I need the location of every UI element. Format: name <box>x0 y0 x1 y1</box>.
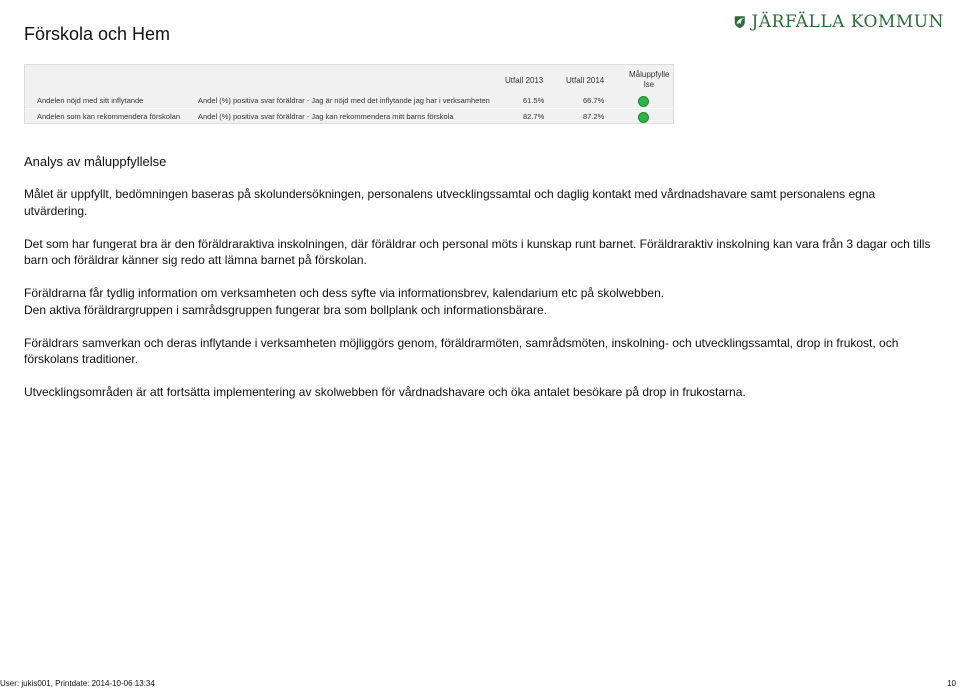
logo-text: JÄRFÄLLA KOMMUN <box>751 12 944 32</box>
kpi-name: Andelen som kan rekommendera förskolan <box>37 112 180 121</box>
analysis-paragraph: Föräldrars samverkan och deras inflytande i verksamheten möjliggörs genom, föräldrarmöten, samrådsmöten, inskolning- och utvecklingssamtal, drop in frukost, och förskolans traditioner. <box>24 335 899 366</box>
column-header-utfall-2013: Utfall 2013 <box>505 76 544 85</box>
kpi-value-2014: 87.2% <box>583 112 605 121</box>
kpi-value-2013: 82.7% <box>523 112 545 121</box>
kpi-table-header <box>25 65 673 93</box>
table-row <box>25 108 673 124</box>
kpi-value-2013: 61.5% <box>523 96 545 105</box>
page-number: 10 <box>947 679 956 688</box>
coat-of-arms-icon <box>734 5 746 39</box>
column-header-utfall-2014: Utfall 2014 <box>566 76 605 85</box>
status-indicator-icon <box>638 112 649 123</box>
kpi-description: Andel (%) positiva svar föräldrar - Jag är nöjd med det inflytande jag har i verksamheten <box>198 96 490 105</box>
analysis-paragraph: Utvecklingsområden är att fortsätta implementering av skolwebben för vårdnadshavare och öka antalet besökare på drop in frukostarna. <box>24 385 746 399</box>
kpi-name: Andelen nöjd med sitt inflytande <box>37 96 144 105</box>
analysis-heading: Analys av måluppfyllelse <box>24 154 167 169</box>
kpi-value-2014: 66.7% <box>583 96 605 105</box>
analysis-paragraph: Målet är uppfyllt, bedömningen baseras på skolundersökningen, personalens utvecklingssamtal och daglig kontakt med vårdnadshavare samt personalens egna utvärdering. <box>24 187 876 218</box>
kpi-table <box>24 64 674 124</box>
footer-print-info: User: jukis001, Printdate: 2014-10-06 13:34 <box>0 679 155 688</box>
analysis-paragraph: Föräldrarna får tydlig information om verksamheten och dess syfte via informationsbrev, kalendarium etc på skolwebben. <box>24 286 665 300</box>
kpi-description: Andel (%) positiva svar föräldrar - Jag kan rekommendera mitt barns förskola <box>198 112 454 121</box>
municipality-logo <box>734 4 944 40</box>
column-header-maluppfyllelse: Måluppfylle lse <box>629 70 670 89</box>
status-indicator-icon <box>638 96 649 107</box>
analysis-body <box>24 186 934 417</box>
page-title: Förskola och Hem <box>24 24 171 44</box>
analysis-paragraph: Den aktiva föräldrargruppen i samrådsgruppen fungerar bra som bollplank och informationsbärare. <box>24 302 547 317</box>
analysis-paragraph: Det som har fungerat bra är den föräldraraktiva inskolningen, där föräldrar och personal möts i kunskap runt barnet. Föräldraraktiv inskolning kan vara från 3 dagar och tills barn och föräldrar känner sig redo att lämna barnet på förskolan. <box>24 236 931 267</box>
table-row <box>25 93 673 108</box>
